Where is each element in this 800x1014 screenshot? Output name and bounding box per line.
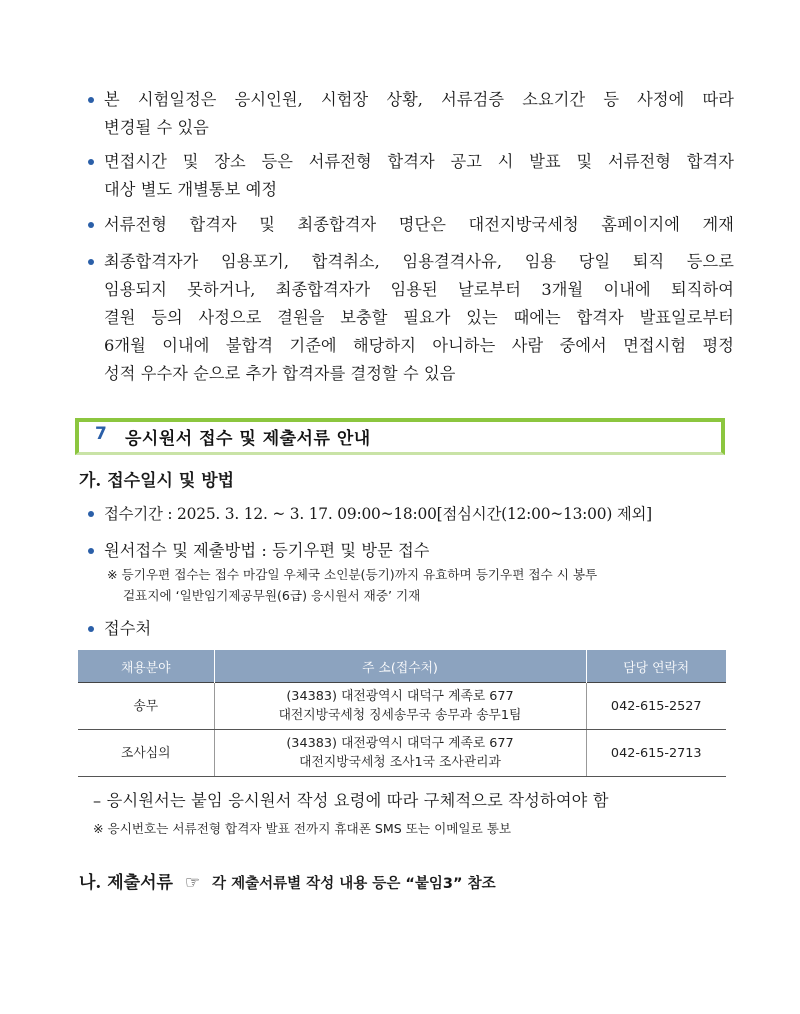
pointing-hand-icon: ☞ <box>184 873 201 893</box>
receipt-period: 접수기간 : 2025. 3. 12. ~ 3. 17. 09:00~18:00[점심시간(12:00~13:00) 제외] <box>104 505 652 523</box>
bullet-item <box>74 86 734 142</box>
address-line: 대전지방국세청 징세송무국 송무과 송무1팀 <box>278 708 522 723</box>
bullet-item <box>74 211 734 239</box>
table-cell-address <box>214 683 586 730</box>
bullet-dot-icon <box>88 626 94 632</box>
table-header-cell: 주 소(접수처) <box>214 650 586 683</box>
application-writing-note: – 응시원서는 붙임 응시원서 작성 요령에 따라 구체적으로 작성하여야 함 <box>93 791 609 810</box>
table-header-row <box>78 650 726 683</box>
bullet-line: 최종합격자가 임용포기, 합격취소, 임용결격사유, 임용 당일 퇴직 등으로 <box>104 252 734 271</box>
submission-method: 원서접수 및 제출방법 : 등기우편 및 방문 접수 <box>104 541 430 560</box>
bullet-line: 임용되지 못하거나, 최종합격자가 임용된 날로부터 3개월 이내에 퇴직하여 <box>104 280 734 299</box>
table-header-cell: 담당 연락처 <box>586 650 726 683</box>
address-line: (34383) 대전광역시 대덕구 계족로 677 <box>286 736 514 751</box>
table-cell-phone: 042-615-2527 <box>586 683 726 730</box>
applicant-number-note: ※ 응시번호는 서류전형 합격자 발표 전까지 휴대폰 SMS 또는 이메일로 통보 <box>93 821 512 836</box>
address-line: (34383) 대전광역시 대덕구 계족로 677 <box>286 689 514 704</box>
table-cell-address <box>214 730 586 777</box>
section-number: 7 <box>95 424 107 444</box>
bullet-dot-icon <box>88 548 94 554</box>
table-row <box>78 683 726 730</box>
table-cell-phone: 042-615-2713 <box>586 730 726 777</box>
subsection-b <box>79 868 496 893</box>
bullet-dot-icon <box>88 259 94 265</box>
bullet-dot-icon <box>88 222 94 228</box>
receipt-place-label: 접수처 <box>104 619 152 638</box>
bullet-line: 6개월 이내에 불합격 기준에 해당하지 아니하는 사람 중에서 면접시험 평정 <box>104 336 734 355</box>
bullet-dot-icon <box>88 159 94 165</box>
section-title: 응시원서 접수 및 제출서류 안내 <box>125 429 371 449</box>
subsection-title: 가. 접수일시 및 방법 <box>79 471 235 491</box>
bullet-dot-icon <box>88 511 94 517</box>
bullet-line: 성적 우수자 순으로 추가 합격자를 결정할 수 있음 <box>104 364 456 383</box>
section-header <box>75 418 725 456</box>
bullet-line: 본 시험일정은 응시인원, 시험장 상황, 서류검증 소요기간 등 사정에 따라 <box>104 90 734 109</box>
method-note: ※ 등기우편 접수는 접수 마감일 우체국 소인분(등기)까지 유효하며 등기우편 접수 시 봉투 <box>107 567 598 582</box>
table-header-cell: 채용분야 <box>78 650 214 683</box>
bullet-line: 변경될 수 있음 <box>104 118 209 137</box>
table-cell-field: 송무 <box>78 683 214 730</box>
subsection-title: 나. 제출서류 <box>79 873 173 893</box>
method-note: 겉표지에 ‘일반임기제공무원(6급) 응시원서 재중’ 기재 <box>123 588 421 603</box>
documents-reference: 각 제출서류별 작성 내용 등은 “붙임3” 참조 <box>212 876 496 892</box>
receipt-place-table <box>78 650 726 777</box>
bullet-item <box>74 500 734 528</box>
address-line: 대전지방국세청 조사1국 조사관리과 <box>299 755 501 770</box>
table-cell-field: 조사심의 <box>78 730 214 777</box>
bullet-line: 결원 등의 사정으로 결원을 보충할 필요가 있는 때에는 합격자 발표일로부터 <box>104 308 734 327</box>
bullet-line: 면접시간 및 장소 등은 서류전형 합격자 공고 시 발표 및 서류전형 합격자 <box>104 152 734 171</box>
bullet-item <box>74 615 734 643</box>
bullet-dot-icon <box>88 97 94 103</box>
bullet-item <box>74 537 734 565</box>
bullet-item <box>74 148 734 204</box>
bullet-line: 대상 별도 개별통보 예정 <box>104 180 278 199</box>
bullet-line: 서류전형 합격자 및 최종합격자 명단은 대전지방국세청 홈페이지에 게재 <box>104 215 734 234</box>
table-row <box>78 730 726 777</box>
bullet-item <box>74 248 734 388</box>
